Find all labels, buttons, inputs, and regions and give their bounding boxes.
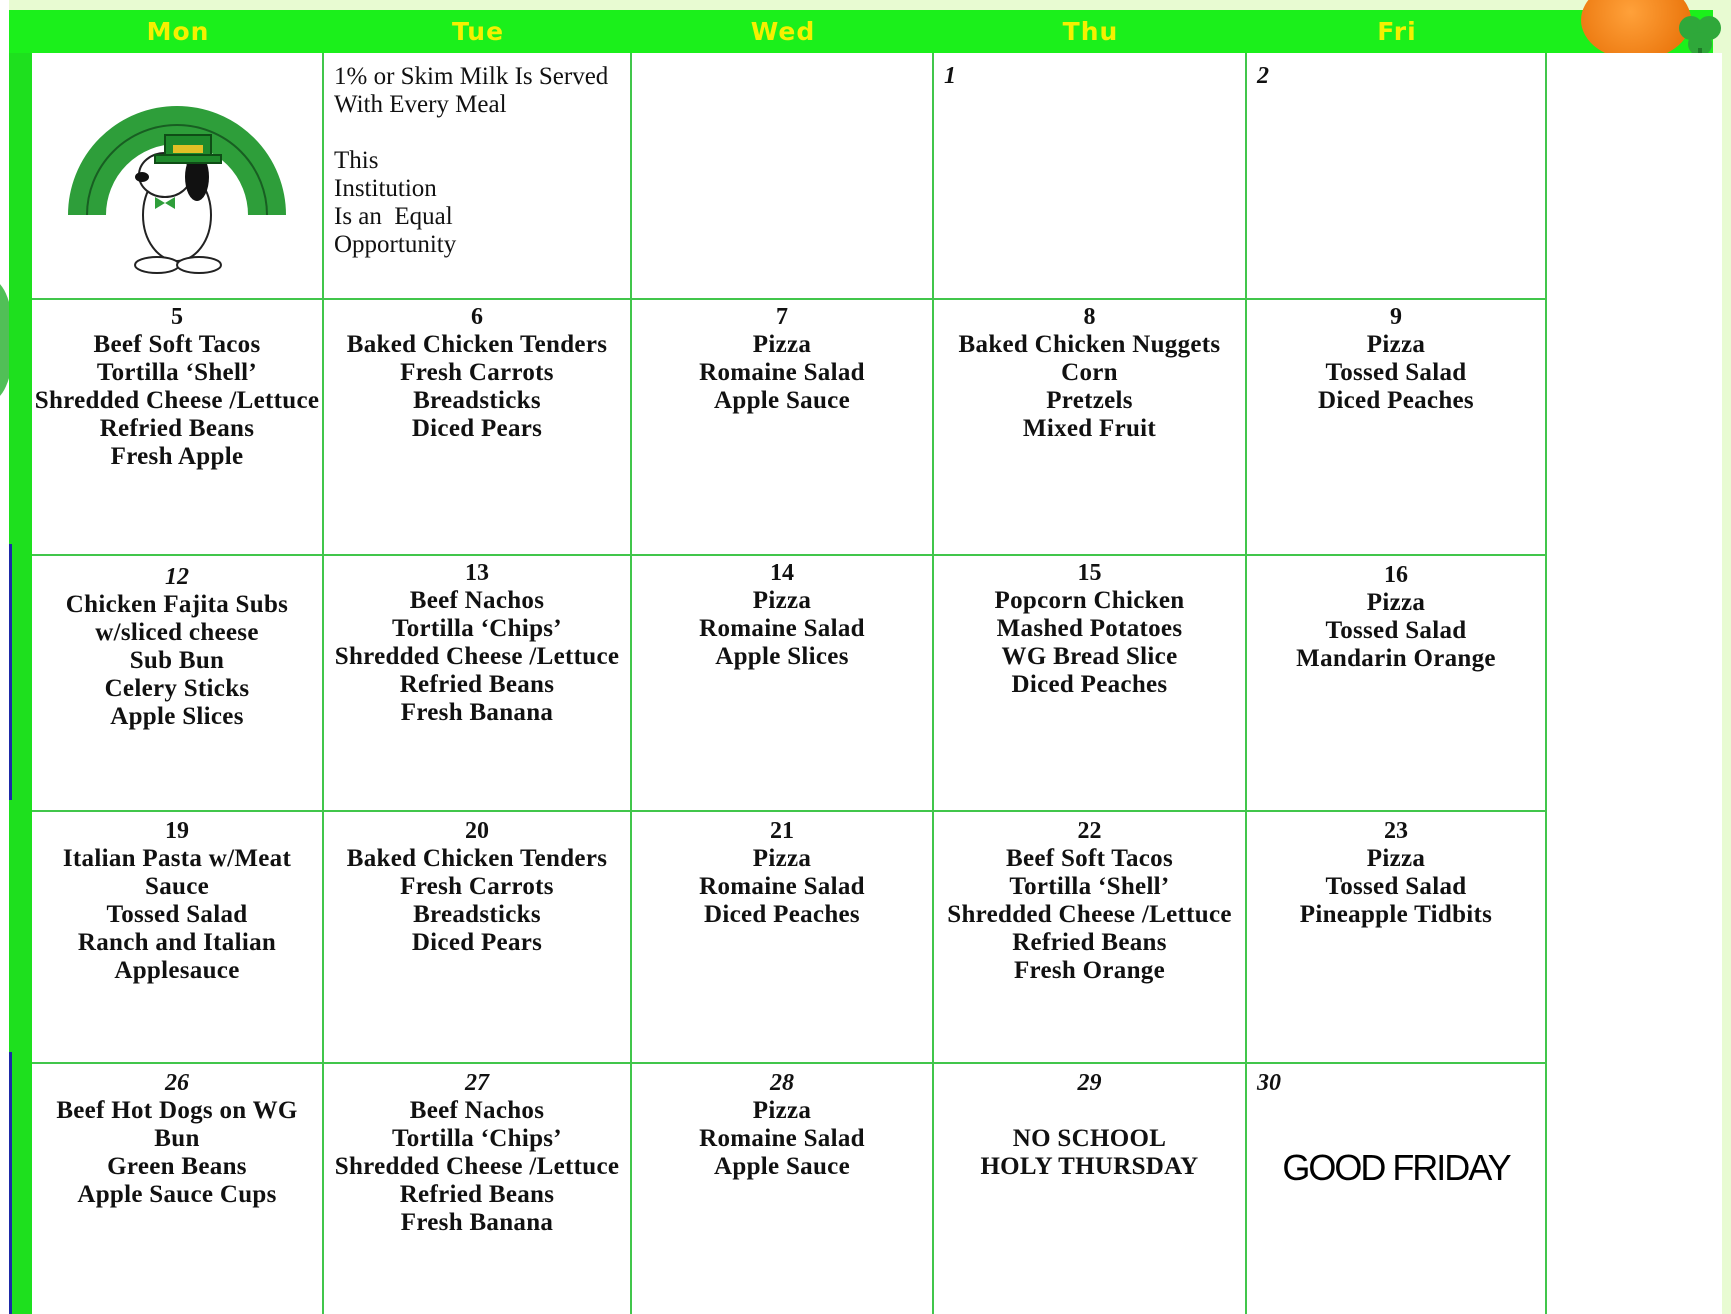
menu-item: Pretzels — [1046, 387, 1133, 414]
date-number: 9 — [1390, 304, 1402, 330]
cell-day-26 — [32, 1064, 324, 1314]
menu-item: Pizza — [1366, 331, 1426, 358]
menu-item: Beef Nachos — [409, 587, 545, 614]
menu-item: Baked Chicken Tenders — [346, 845, 608, 872]
menu-item: Romaine Salad — [699, 1125, 865, 1152]
day-tue: Tue — [451, 17, 505, 46]
menu-item: Shredded Cheese /Lettuce — [334, 1153, 620, 1180]
menu-item: WG Bread Slice — [1001, 643, 1178, 670]
menu-item: Apple Slices — [715, 643, 849, 670]
menu-item: Romaine Salad — [699, 873, 865, 900]
menu-item: Corn — [1061, 359, 1118, 386]
menu-item: Diced Peaches — [1318, 387, 1474, 414]
st-patricks-snoopy-logo — [47, 65, 307, 285]
day-mon: Mon — [146, 17, 210, 46]
date-number: 27 — [465, 1070, 489, 1096]
menu-item: Tortilla ‘Chips’ — [392, 615, 562, 642]
day-fri: Fri — [1377, 17, 1417, 46]
date-number: 21 — [770, 818, 794, 844]
day-wed: Wed — [750, 17, 816, 46]
cell-day-14 — [632, 556, 934, 812]
menu-item: Tossed Salad — [1325, 617, 1467, 644]
notice-line: Institution — [334, 175, 437, 202]
menu-item: Apple Slices — [110, 703, 244, 730]
cell-day-20 — [324, 812, 632, 1064]
cell-day-12 — [32, 556, 324, 812]
date-number: 13 — [465, 560, 489, 586]
menu-item: Apple Sauce Cups — [77, 1181, 277, 1208]
cell-day-28 — [632, 1064, 934, 1314]
menu-item: Pizza — [752, 331, 812, 358]
menu-item: Ranch and Italian — [77, 929, 277, 956]
menu-item: Applesauce — [114, 957, 240, 984]
date-number: 30 — [1257, 1070, 1281, 1096]
cell-day-19 — [32, 812, 324, 1064]
day-thu: Thu — [1062, 17, 1119, 46]
milk-equal-opportunity-notice — [324, 53, 630, 259]
menu-item: Romaine Salad — [699, 615, 865, 642]
menu-item: Tossed Salad — [1325, 359, 1467, 386]
menu-item — [934, 1097, 1245, 1125]
menu-item: Mashed Potatoes — [996, 615, 1183, 642]
menu-item: Fresh Carrots — [400, 359, 554, 386]
menu-item: Romaine Salad — [699, 359, 865, 386]
cell-notice — [324, 53, 632, 300]
cell-day-2 — [1247, 53, 1547, 300]
notice-line: With Every Meal — [334, 91, 507, 118]
menu-item: Diced Pears — [411, 415, 543, 442]
menu-item: Diced Pears — [411, 929, 543, 956]
menu-item: Beef Soft Tacos — [1006, 845, 1173, 872]
menu-item: Beef Nachos — [409, 1097, 545, 1124]
calendar-board — [9, 10, 1713, 1314]
menu-item: Green Beans — [107, 1153, 247, 1180]
menu-item: Baked Chicken Tenders — [346, 331, 608, 358]
notice-line: Is an Equal — [334, 203, 453, 230]
notice-line: 1% or Skim Milk Is Served — [334, 63, 609, 90]
date-number: 12 — [165, 564, 189, 590]
cell-day-7 — [632, 300, 934, 556]
menu-item: Tortilla ‘Shell’ — [96, 359, 258, 386]
cell-day-29 — [934, 1064, 1247, 1314]
menu-item: Pizza — [1366, 589, 1426, 616]
menu-item: Refried Beans — [399, 671, 555, 698]
cell-day-30 — [1247, 1064, 1547, 1314]
calendar-grid — [32, 53, 1722, 1314]
menu-item: Fresh Banana — [400, 1209, 554, 1236]
cell-logo — [32, 53, 324, 300]
date-number: 8 — [1083, 304, 1096, 330]
date-number: 23 — [1384, 818, 1408, 844]
menu-item: Pizza — [752, 1097, 812, 1124]
row-accent — [9, 1052, 12, 1314]
date-number: 15 — [1077, 560, 1102, 586]
menu-item: Fresh Banana — [400, 699, 554, 726]
menu-item: Sauce — [145, 873, 209, 900]
notice-line: Opportunity — [334, 231, 457, 258]
menu-item: Refried Beans — [99, 415, 255, 442]
menu-item: Fresh Carrots — [400, 873, 554, 900]
cell-day-6 — [324, 300, 632, 556]
no-school-notice: NO SCHOOL — [1012, 1125, 1167, 1152]
cell-day-27 — [324, 1064, 632, 1314]
menu-item: Tossed Salad — [1325, 873, 1467, 900]
date-number: 5 — [171, 304, 183, 330]
date-number: 22 — [1077, 818, 1102, 844]
menu-item: Breadsticks — [413, 901, 541, 928]
cell-day-9 — [1247, 300, 1547, 556]
menu-item: Mandarin Orange — [1296, 645, 1496, 672]
cell-day-1 — [934, 53, 1247, 300]
menu-item: Celery Sticks — [104, 675, 250, 702]
menu-item: Diced Peaches — [704, 901, 860, 928]
menu-item: Shredded Cheese /Lettuce — [334, 643, 620, 670]
cell-day-21 — [632, 812, 934, 1064]
menu-item: Apple Sauce — [714, 387, 850, 414]
menu-item: Sub Bun — [129, 647, 225, 674]
date-number: 7 — [776, 304, 788, 330]
menu-item: Beef Soft Tacos — [93, 331, 261, 358]
good-friday-banner: GOOD FRIDAY — [1282, 1147, 1510, 1188]
menu-item: Apple Sauce — [714, 1153, 850, 1180]
menu-item: Mixed Fruit — [1022, 415, 1157, 442]
menu-item: w/sliced cheese — [95, 619, 259, 646]
menu-item: Tossed Salad — [106, 901, 248, 928]
menu-item: Popcorn Chicken — [994, 587, 1185, 614]
menu-item: Tortilla ‘Shell’ — [1009, 873, 1170, 900]
menu-item: Baked Chicken Nuggets — [958, 331, 1221, 358]
menu-item: Pizza — [752, 845, 812, 872]
date-number: 2 — [1257, 63, 1269, 89]
cell-day-22 — [934, 812, 1247, 1064]
row-accent — [9, 544, 12, 800]
date-number: 19 — [165, 818, 189, 844]
weekday-header — [9, 10, 1713, 53]
cell-empty — [632, 53, 934, 300]
date-number: 20 — [465, 818, 489, 844]
date-number: 29 — [1077, 1070, 1102, 1096]
menu-item: Refried Beans — [1012, 929, 1167, 956]
menu-item: Pizza — [1366, 845, 1426, 872]
date-number: 16 — [1384, 562, 1408, 588]
cell-day-15 — [934, 556, 1247, 812]
menu-item: Tortilla ‘Chips’ — [392, 1125, 562, 1152]
date-number: 28 — [770, 1070, 794, 1096]
cell-day-23 — [1247, 812, 1547, 1064]
holiday-name: HOLY THURSDAY — [980, 1153, 1199, 1180]
menu-item: Chicken Fajita Subs — [65, 591, 289, 618]
notice-line: This — [334, 147, 379, 174]
date-number: 6 — [471, 304, 483, 330]
menu-item: Shredded Cheese /Lettuce — [34, 387, 320, 414]
cell-day-13 — [324, 556, 632, 812]
cell-day-16 — [1247, 556, 1547, 812]
menu-item: Diced Peaches — [1011, 671, 1168, 698]
menu-item: Breadsticks — [413, 387, 541, 414]
cell-day-5 — [32, 300, 324, 556]
menu-item: Italian Pasta w/Meat — [62, 845, 292, 872]
menu-item: Pineapple Tidbits — [1299, 901, 1493, 928]
date-number: 1 — [944, 63, 956, 89]
menu-item: Fresh Orange — [1013, 957, 1166, 984]
menu-item: Shredded Cheese /Lettuce — [947, 901, 1232, 928]
menu-item: Refried Beans — [399, 1181, 555, 1208]
menu-item: Beef Hot Dogs on WG Bun — [56, 1097, 298, 1152]
menu-item: Pizza — [752, 587, 812, 614]
date-number: 26 — [165, 1070, 189, 1096]
page-margin — [0, 0, 9, 1314]
cell-day-8 — [934, 300, 1247, 556]
menu-item: Fresh Apple — [110, 443, 244, 470]
date-number: 14 — [770, 560, 794, 586]
